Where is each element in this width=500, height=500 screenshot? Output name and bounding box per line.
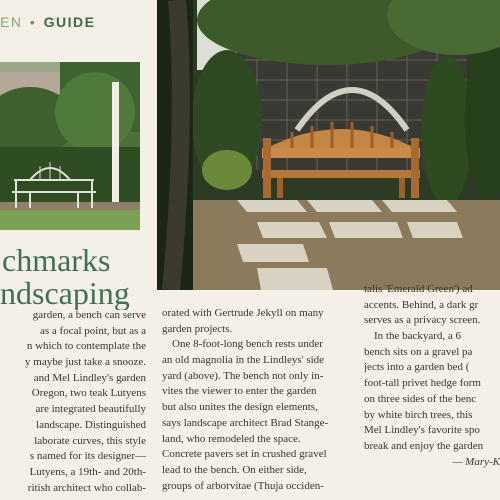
- author-signature: — Mary-K: [452, 455, 500, 468]
- column-line: Lutyens, a 19th- and 20th-: [29, 465, 146, 478]
- section-label: EN: [0, 14, 23, 30]
- column-line: In the backyard, a 6: [374, 330, 462, 343]
- column-line: lead to the bench. On either side,: [162, 463, 307, 476]
- article-column-3: [364, 282, 500, 470]
- column-line: One 8-foot-long bench rests under: [172, 338, 323, 351]
- courtyard-bench-illustration: [157, 0, 500, 290]
- column-line: talis 'Emerald Green') ad: [364, 283, 473, 295]
- column-line: laborate curves, this style: [34, 434, 146, 447]
- column-line: Oregon, two teak Lutyens: [31, 387, 146, 400]
- column-line: land, who remodeled the space.: [162, 432, 301, 445]
- column-line: an old magnolia in the Lindleys' side: [162, 354, 325, 367]
- column-line: s named for its designer—: [29, 450, 146, 463]
- column-line: as a focal point, but as a: [40, 324, 146, 337]
- column-line: y maybe just take a snooze.: [25, 356, 146, 369]
- column-line: ritish architect who collab-: [27, 481, 146, 494]
- column-line: vites the viewer to enter the garden: [162, 385, 317, 398]
- column-line: serves as a privacy screen.: [364, 314, 481, 327]
- column-line: bench sits on a gravel pa: [364, 345, 473, 358]
- column-line: by white birch trees, this: [364, 408, 473, 421]
- column-line: break and enjoy the garden: [364, 439, 484, 452]
- article-headline: [0, 244, 150, 310]
- article-column-1: [0, 308, 146, 496]
- column-line: landscape. Distinguished: [36, 418, 146, 431]
- column-line: foot-tall privet hedge form: [364, 377, 481, 390]
- guide-label: GUIDE: [43, 14, 96, 30]
- headline-line-1: chmarks: [2, 244, 111, 278]
- column-line: groups of arborvitae (Thuja occiden-: [162, 479, 324, 492]
- column-line: jects into a garden bed (: [364, 361, 470, 374]
- article-column-2: [162, 306, 348, 494]
- garden-bench-illustration-small: [0, 62, 140, 230]
- headline-line-2: ndscaping: [0, 275, 130, 310]
- column-line: are integrated beautifully: [35, 403, 146, 416]
- column-line: orated with Gertrude Jekyll on many: [162, 307, 324, 319]
- header-separator: •: [29, 14, 37, 30]
- courtyard-bench-photo: [157, 0, 500, 290]
- garden-bench-photo-small: [0, 62, 140, 230]
- column-line: on three sides of the benc: [364, 392, 477, 405]
- column-line: garden, a bench can serve: [32, 309, 146, 321]
- column-line: Concrete pavers set in crushed gravel: [162, 448, 327, 461]
- column-line: but also unites the design elements,: [162, 401, 318, 414]
- section-header: [0, 14, 150, 36]
- column-line: and Mel Lindley's garden: [33, 371, 146, 384]
- column-line: yard (above). The bench not only in-: [162, 369, 324, 382]
- column-line: accents. Behind, a dark gr: [364, 298, 479, 311]
- column-line: garden projects.: [162, 322, 233, 335]
- column-line: says landscape architect Brad Stange-: [162, 416, 329, 429]
- column-line: n which to contemplate the: [26, 340, 146, 353]
- column-line: Mel Lindley's favorite spo: [364, 424, 480, 437]
